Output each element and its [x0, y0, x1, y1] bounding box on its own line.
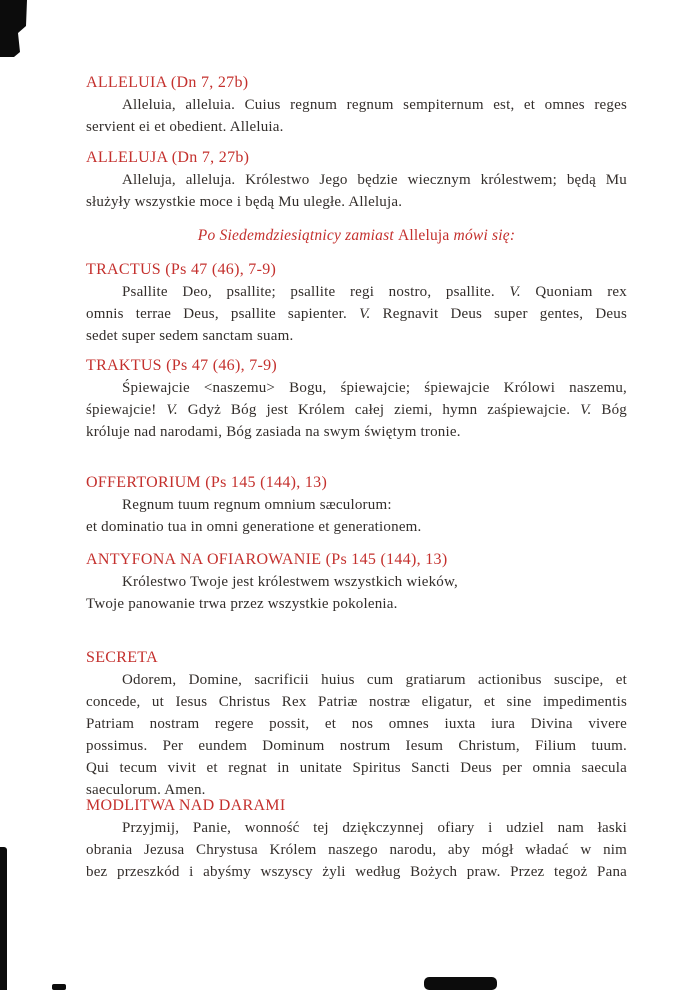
- body-line: servient ei et obedient. Alleluia.: [86, 119, 284, 135]
- body-line: sedet super sedem sanctam suam.: [86, 328, 294, 344]
- section-heading: TRACTUS (Ps 47 (46), 7-9): [86, 261, 277, 278]
- body-line: Alleluia, alleluia. Cuius regnum regnum sempiternum est, et omnes reges: [122, 97, 627, 113]
- section-heading: OFFERTORIUM (Ps 145 (144), 13): [86, 474, 328, 491]
- body-line: Psallite Deo, psallite; psallite regi nostro, psallite. V. Quoniam rex: [122, 284, 627, 300]
- body-line: Odorem, Domine, sacrificii huius cum gratiarum actionibus suscipe, et: [122, 672, 627, 688]
- section-heading: ANTYFONA NA OFIAROWANIE (Ps 145 (144), 13): [86, 551, 448, 568]
- body-line: Alleluja, alleluja. Królestwo Jego będzie wiecznym królestwem; będą Mu: [122, 172, 627, 188]
- rubric-line: [86, 225, 627, 247]
- body-line: Przyjmij, Panie, wonność tej dziękczynnej ofiary i udziel nam łaski: [122, 820, 627, 836]
- body-line: służyły wszystkie moce i będą Mu uległe. Alleluja.: [86, 194, 403, 210]
- section-tractus-latin: [86, 259, 627, 347]
- section-alleluia-latin: [86, 72, 627, 138]
- body-line: saeculorum. Amen.: [86, 782, 206, 798]
- body-line: possimus. Per eundem Dominum nostrum Iesum Christum, Filium tuum.: [86, 738, 627, 754]
- body-line: Qui tecum vivit et regnat in unitate Spiritus Sancti Deus per omnia saecula: [86, 760, 627, 776]
- body-line: omnis terrae Deus, psallite sapienter. V. Regnavit Deus super gentes, Deus: [86, 306, 627, 322]
- section-heading: ALLELUJA (Dn 7, 27b): [86, 149, 250, 166]
- rubric-roman-text: Alleluja: [397, 227, 450, 244]
- body-line: Twoje panowanie trwa przez wszystkie pokolenia.: [86, 596, 398, 612]
- body-line: obrania Jezusa Chrystusa Królem naszego narodu, aby mógł władać w nim: [86, 842, 627, 858]
- section-antyfona-polish: [86, 549, 627, 615]
- body-line: concede, ut Iesus Christus Rex Patriæ nostræ eligatur, et sine impedimentis: [86, 694, 627, 710]
- rubric-italic-text: Po Siedemdziesiątnicy zamiast: [197, 227, 398, 244]
- section-secreta-latin: [86, 647, 627, 801]
- body-line: Patriam nostram regere possit, et nos omnes iuxta iura Divina vivere: [86, 716, 627, 732]
- section-offertorium-latin: [86, 472, 627, 538]
- section-heading: ALLELUIA (Dn 7, 27b): [86, 74, 249, 91]
- section-heading: MODLITWA NAD DARAMI: [86, 797, 286, 814]
- body-line: et dominatio tua in omni generatione et generationem.: [86, 519, 422, 535]
- scan-artifact-bottom-dash: [52, 984, 66, 990]
- scan-artifact-bottom-bar: [424, 977, 497, 990]
- body-line: króluje nad narodami, Bóg zasiada na swym świętym tronie.: [86, 424, 461, 440]
- body-line: Śpiewajcie <naszemu> Bogu, śpiewajcie; śpiewajcie Królowi naszemu,: [122, 380, 627, 396]
- rubric-italic-text: mówi się:: [449, 227, 516, 244]
- body-line: Regnum tuum regnum omnium sæculorum:: [122, 497, 392, 513]
- section-alleluja-polish: [86, 147, 627, 213]
- body-line: śpiewajcie! V. Gdyż Bóg jest Królem całej ziemi, hymn zaśpiewajcie. V. Bóg: [86, 402, 627, 418]
- section-traktus-polish: [86, 355, 627, 443]
- section-heading: TRAKTUS (Ps 47 (46), 7-9): [86, 357, 278, 374]
- section-heading: SECRETA: [86, 649, 158, 666]
- section-modlitwa-nad-darami: [86, 795, 627, 883]
- body-line: Królestwo Twoje jest królestwem wszystkich wieków,: [122, 574, 458, 590]
- body-line: bez przeszkód i abyśmy wszyscy żyli według Bożych praw. Przez tegoż Pana: [86, 864, 627, 880]
- scan-artifact-left-bar: [0, 847, 7, 990]
- scan-artifact-top-left: [0, 0, 27, 57]
